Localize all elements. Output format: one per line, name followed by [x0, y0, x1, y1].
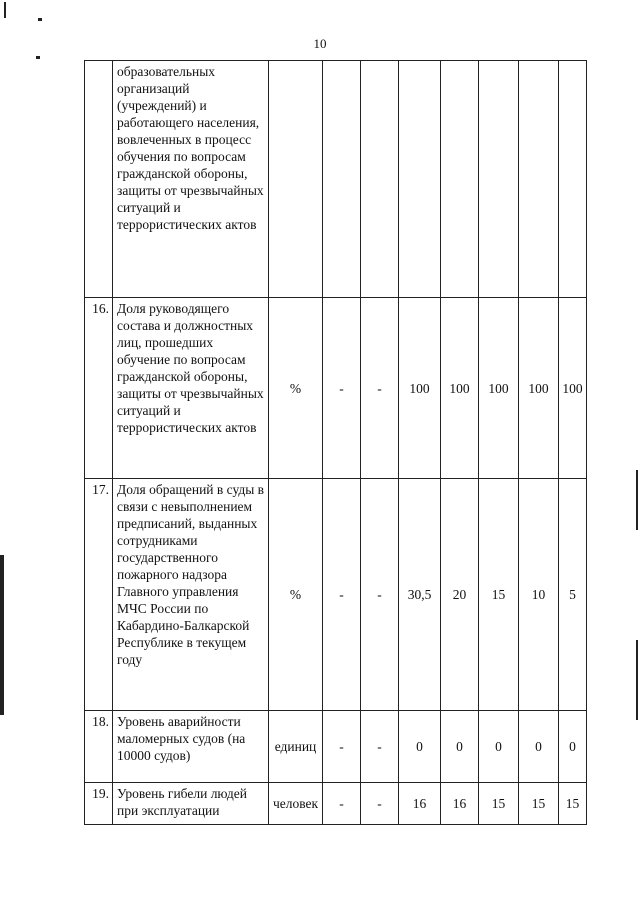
row-number-cell: 18. — [85, 711, 113, 783]
unit-cell — [269, 61, 323, 298]
row-number-cell: 17. — [85, 479, 113, 711]
value-cell: 100 — [519, 298, 559, 479]
value-cell: 5 — [559, 479, 587, 711]
value-cell — [479, 61, 519, 298]
scan-mark-dot-1 — [38, 18, 42, 21]
scan-mark-dot-2 — [36, 56, 40, 59]
value-cell: 100 — [399, 298, 441, 479]
table-row — [85, 711, 587, 783]
indicator-name-cell: образовательных организаций (учреждений) и работающего населения, вовлеченных в процесс обучения по вопросам гражданской обороны, защиты от чрезвычайных ситуаций и террористических актов — [113, 61, 269, 298]
value-cell: - — [361, 783, 399, 825]
value-cell — [441, 61, 479, 298]
scan-mark-right-edge-2 — [636, 640, 638, 720]
value-cell — [361, 61, 399, 298]
value-cell: 100 — [479, 298, 519, 479]
value-cell: 100 — [559, 298, 587, 479]
scan-mark-top-left — [4, 2, 6, 18]
value-cell: 0 — [479, 711, 519, 783]
value-cell: 10 — [519, 479, 559, 711]
value-cell — [519, 61, 559, 298]
value-cell: - — [361, 479, 399, 711]
value-cell: - — [323, 479, 361, 711]
table-row — [85, 298, 587, 479]
unit-cell: % — [269, 298, 323, 479]
table-row — [85, 783, 587, 825]
value-cell: - — [361, 711, 399, 783]
value-cell: 16 — [441, 783, 479, 825]
value-cell: 15 — [559, 783, 587, 825]
unit-cell: % — [269, 479, 323, 711]
value-cell: - — [323, 783, 361, 825]
value-cell: 15 — [519, 783, 559, 825]
value-cell: - — [323, 711, 361, 783]
value-cell: 100 — [441, 298, 479, 479]
indicator-name-cell: Уровень аварийности маломерных судов (на 10000 судов) — [113, 711, 269, 783]
value-cell: 0 — [559, 711, 587, 783]
value-cell: 30,5 — [399, 479, 441, 711]
value-cell: 0 — [441, 711, 479, 783]
value-cell: 16 — [399, 783, 441, 825]
scan-mark-right-edge-1 — [636, 470, 638, 530]
value-cell: 15 — [479, 479, 519, 711]
value-cell: 0 — [519, 711, 559, 783]
row-number-cell — [85, 61, 113, 298]
value-cell — [559, 61, 587, 298]
value-cell — [399, 61, 441, 298]
unit-cell: единиц — [269, 711, 323, 783]
row-number-cell: 19. — [85, 783, 113, 825]
value-cell: 0 — [399, 711, 441, 783]
value-cell: 20 — [441, 479, 479, 711]
scan-mark-left-edge — [0, 555, 4, 715]
indicator-name-cell: Доля обращений в суды в связи с невыполнением предписаний, выданных сотрудниками государственного пожарного надзора Главного управления МЧС России по Кабардино-Балкарской Республике в текущем году — [113, 479, 269, 711]
unit-cell: человек — [269, 783, 323, 825]
table-row — [85, 479, 587, 711]
value-cell: - — [323, 298, 361, 479]
indicator-name-cell: Доля руководящего состава и должностных лиц, прошедших обучение по вопросам гражданской обороны, защиты от чрезвычайных ситуаций и террористических актов — [113, 298, 269, 479]
value-cell: - — [361, 298, 399, 479]
page-number: 10 — [313, 36, 327, 51]
table-row — [85, 61, 587, 298]
indicator-name-cell: Уровень гибели людей при эксплуатации — [113, 783, 269, 825]
indicators-table — [84, 60, 587, 825]
value-cell: 15 — [479, 783, 519, 825]
row-number-cell: 16. — [85, 298, 113, 479]
value-cell — [323, 61, 361, 298]
